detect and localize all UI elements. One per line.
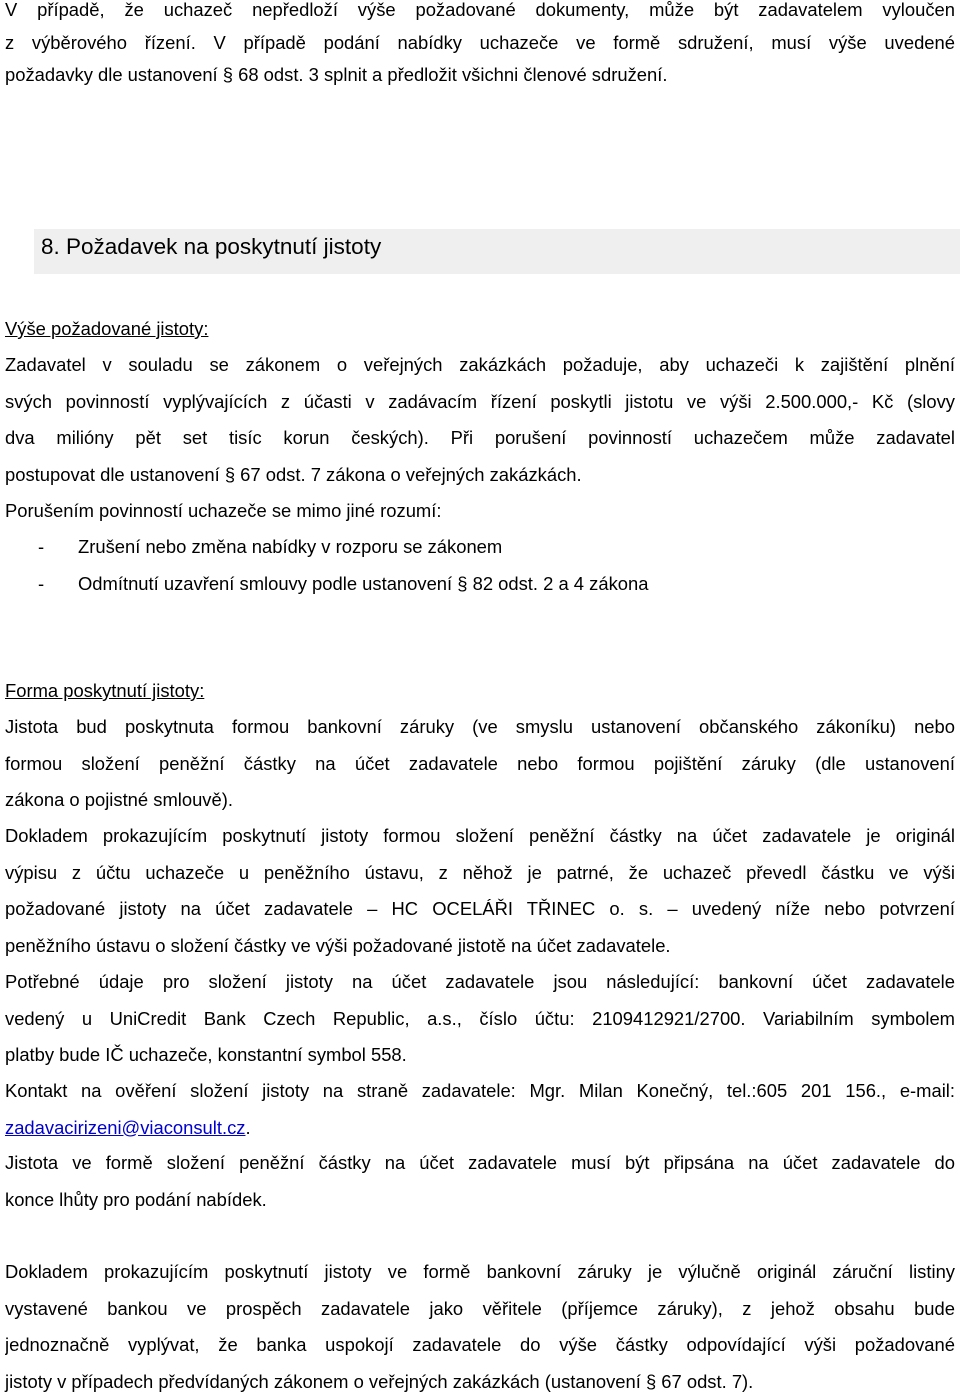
paragraph-line: Porušením povinností uchazeče se mimo jiné rozumí:: [5, 493, 955, 530]
paragraph-line: [5, 1110, 955, 1147]
paragraph-line: svých povinností vyplývajících z účasti v zadávacím řízení poskytli jistotu ve výši 2.500.000,- Kč (slovy: [5, 384, 955, 421]
subsection-title-amount: Výše požadované jistoty:: [5, 314, 208, 344]
section-heading: 8. Požadavek na poskytnutí jistoty: [41, 229, 381, 264]
form-paragraph-c: [5, 964, 955, 1074]
paragraph-line: vedený u UniCredit Bank Czech Republic, a.s., číslo účtu: 2109412921/2700. Variabilním symbolem: [5, 1001, 955, 1038]
paragraph-line: dva milióny pět set tisíc korun českých). Při porušení povinností uchazečem může zadavatel: [5, 420, 955, 457]
paragraph-line: konce lhůty pro podání nabídek.: [5, 1182, 955, 1219]
paragraph-line: požadované jistoty na účet zadavatele – HC OCELÁŘI TŘINEC o. s. – uvedený níže nebo potvrzení: [5, 891, 955, 928]
paragraph-line: Potřebné údaje pro složení jistoty na účet zadavatele jsou následující: bankovní účet zadavatele: [5, 964, 955, 1001]
paragraph-line: Dokladem prokazujícím poskytnutí jistoty formou složení peněžní částky na účet zadavatele je originál: [5, 818, 955, 855]
paragraph-line: postupovat dle ustanovení § 67 odst. 7 zákona o veřejných zakázkách.: [5, 457, 955, 494]
email-trailing-period: .: [245, 1117, 250, 1138]
form-paragraph-a: [5, 709, 955, 819]
paragraph-line: jistoty v případech předvídaných zákonem o veřejných zakázkách (ustanovení § 67 odst. 7).: [5, 1364, 955, 1400]
list-item-text: Odmítnutí uzavření smlouvy podle ustanovení § 82 odst. 2 a 4 zákona: [78, 566, 648, 603]
form-paragraph-b: [5, 818, 955, 964]
paragraph-line: Dokladem prokazujícím poskytnutí jistoty ve formě bankovní záruky je výlučně originál záruční listiny: [5, 1254, 955, 1291]
list-item-text: Zrušení nebo změna nabídky v rozporu se zákonem: [78, 529, 502, 566]
paragraph-line: Jistota ve formě složení peněžní částky na účet zadavatele musí být připsána na účet zadavatele do: [5, 1145, 955, 1182]
intro-line: z výběrového řízení. V případě podání nabídky uchazeče ve formě sdružení, musí výše uvedené: [5, 27, 955, 60]
paragraph-line: zákona o pojistné smlouvě).: [5, 782, 955, 819]
amount-paragraph: [5, 347, 955, 530]
list-dash: -: [38, 566, 44, 603]
form-paragraph-f: [5, 1254, 955, 1400]
email-link[interactable]: zadavacirizeni@viaconsult.cz: [5, 1117, 245, 1138]
paragraph-line: Kontakt na ověření složení jistoty na straně zadavatele: Mgr. Milan Konečný, tel.:605 201 156., e-mail:: [5, 1073, 955, 1110]
form-paragraph-d: [5, 1073, 955, 1146]
form-paragraph-e: [5, 1145, 955, 1218]
subsection-title-form: Forma poskytnutí jistoty:: [5, 676, 204, 706]
intro-line: požadavky dle ustanovení § 68 odst. 3 splnit a předložit všichni členové sdružení.: [5, 59, 955, 92]
paragraph-line: vystavené bankou ve prospěch zadavatele jako věřitele (příjemce záruky), z jehož obsahu bude: [5, 1291, 955, 1328]
paragraph-line: Zadavatel v souladu se zákonem o veřejných zakázkách požaduje, aby uchazeči k zajištění plnění: [5, 347, 955, 384]
intro-line: V případě, že uchazeč nepředloží výše požadované dokumenty, může být zadavatelem vyloučen: [5, 0, 955, 27]
list-dash: -: [38, 529, 44, 566]
paragraph-line: platby bude IČ uchazeče, konstantní symbol 558.: [5, 1037, 955, 1074]
paragraph-line: formou složení peněžní částky na účet zadavatele nebo formou pojištění záruky (dle ustanovení: [5, 746, 955, 783]
paragraph-line: peněžního ústavu o složení částky ve výši požadované jistotě na účet zadavatele.: [5, 928, 955, 965]
paragraph-line: výpisu z účtu uchazeče u peněžního ústavu, z něhož je patrné, že uchazeč převedl částku ve výši: [5, 855, 955, 892]
paragraph-line: Jistota bud poskytnuta formou bankovní záruky (ve smyslu ustanovení občanského zákoníku) nebo: [5, 709, 955, 746]
paragraph-line: jednoznačně vyplývat, že banka uspokojí zadavatele do výše částky odpovídající výši požadované: [5, 1327, 955, 1364]
intro-paragraph: [5, 0, 955, 92]
